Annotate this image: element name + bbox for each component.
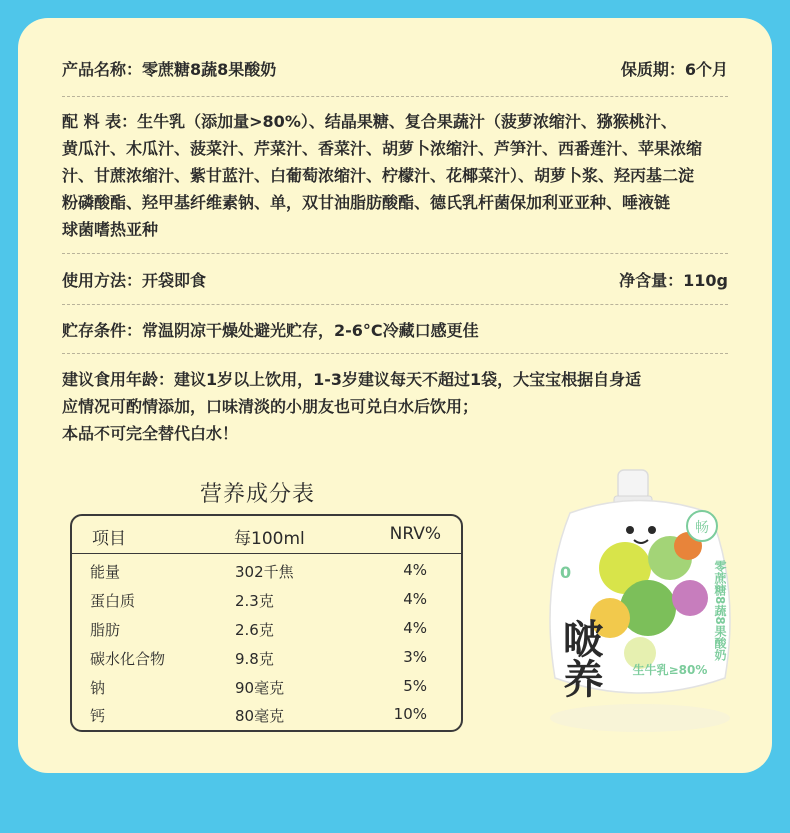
nutrient-name: 碳水化合物 xyxy=(90,650,166,668)
nutrition-table xyxy=(70,514,463,732)
age-advice-line: 建议食用年龄：建议1岁以上饮用，1-3岁建议每天不超过1袋，大宝宝根据自身适 xyxy=(62,370,642,389)
divider xyxy=(62,96,728,97)
ingredients-line: 粉磷酸酯、羟甲基纤维素钠、单，双甘油脂肪酸酯、德氏乳杆菌保加利亚亚种、唾液链 xyxy=(62,193,671,212)
nutrient-name: 蛋白质 xyxy=(90,592,136,610)
nutrient-name: 钙 xyxy=(90,707,106,725)
net-content: 净含量：110g xyxy=(619,271,728,290)
header-item: 项目 xyxy=(92,529,126,549)
table-row xyxy=(72,590,461,619)
brand-logo: 啵养 xyxy=(557,618,603,698)
nutrient-amount: 302千焦 xyxy=(235,563,294,581)
table-row xyxy=(72,705,461,734)
header-per100: 每100ml xyxy=(234,529,305,549)
nutrient-amount: 90毫克 xyxy=(235,679,285,697)
nutrient-amount: 2.6克 xyxy=(235,621,274,639)
ingredients-line: 配 料 表：生牛乳（添加量>80%）、结晶果糖、复合果蔬汁（菠萝浓缩汁、猕猴桃汁、 xyxy=(62,112,677,131)
product-name-row xyxy=(62,57,728,83)
divider xyxy=(62,353,728,354)
nutrient-amount: 2.3克 xyxy=(235,592,274,610)
storage-conditions: 贮存条件：常温阴凉干燥处避光贮存，2-6°C冷藏口感更佳 xyxy=(62,321,479,340)
nutrient-nrv: 10% xyxy=(393,705,427,723)
nutrition-header xyxy=(72,516,461,554)
nutrient-amount: 9.8克 xyxy=(235,650,274,668)
nutrient-name: 钠 xyxy=(90,679,106,697)
storage-row xyxy=(62,318,728,344)
divider xyxy=(62,304,728,305)
product-pouch-image xyxy=(530,468,750,738)
ingredients-block xyxy=(62,108,728,243)
nutrient-amount: 80毫克 xyxy=(235,707,285,725)
shelf-life: 保质期：6个月 xyxy=(620,60,728,79)
ingredients-line: 汁、甘蔗浓缩汁、紫甘蓝汁、白葡萄浓缩汁、柠檬汁、花椰菜汁）、胡萝卜浆、羟丙基二淀 xyxy=(62,166,695,185)
nutrient-nrv: 4% xyxy=(403,619,427,637)
table-row xyxy=(72,648,461,677)
nutrient-nrv: 4% xyxy=(403,561,427,579)
age-advice-block xyxy=(62,366,728,447)
table-row xyxy=(72,677,461,706)
ingredients-line: 黄瓜汁、木瓜汁、菠菜汁、芹菜汁、香菜汁、胡萝卜浓缩汁、芦笋汁、西番莲汁、苹果浓缩 xyxy=(62,139,703,158)
product-name: 产品名称：零蔗糖8蔬8果酸奶 xyxy=(62,60,277,79)
nutrient-name: 脂肪 xyxy=(90,621,121,639)
usage-method: 使用方法：开袋即食 xyxy=(62,271,207,290)
table-row xyxy=(72,619,461,648)
nutrient-nrv: 4% xyxy=(403,590,427,608)
age-advice-line: 应情况可酌情添加，口味清淡的小朋友也可兑白水后饮用； xyxy=(62,397,479,416)
nutrient-nrv: 3% xyxy=(403,648,427,666)
nutrient-nrv: 5% xyxy=(403,677,427,695)
zero-mark: 0 xyxy=(560,563,572,582)
age-advice-line: 本品不可完全替代白水！ xyxy=(62,424,239,443)
divider xyxy=(62,253,728,254)
header-nrv: NRV% xyxy=(389,524,441,544)
nutrition-title: 营养成分表 xyxy=(200,482,316,507)
nutrient-name: 能量 xyxy=(90,563,121,581)
badge-text: 畅 xyxy=(695,520,709,536)
table-row xyxy=(72,561,461,590)
ingredients-line: 球菌嗜热亚种 xyxy=(62,220,159,239)
side-label: 零蔗糖8蔬8果酸奶 xyxy=(713,560,727,661)
usage-row xyxy=(62,268,728,294)
milk-percent-label: 生牛乳≥80% xyxy=(632,663,708,677)
